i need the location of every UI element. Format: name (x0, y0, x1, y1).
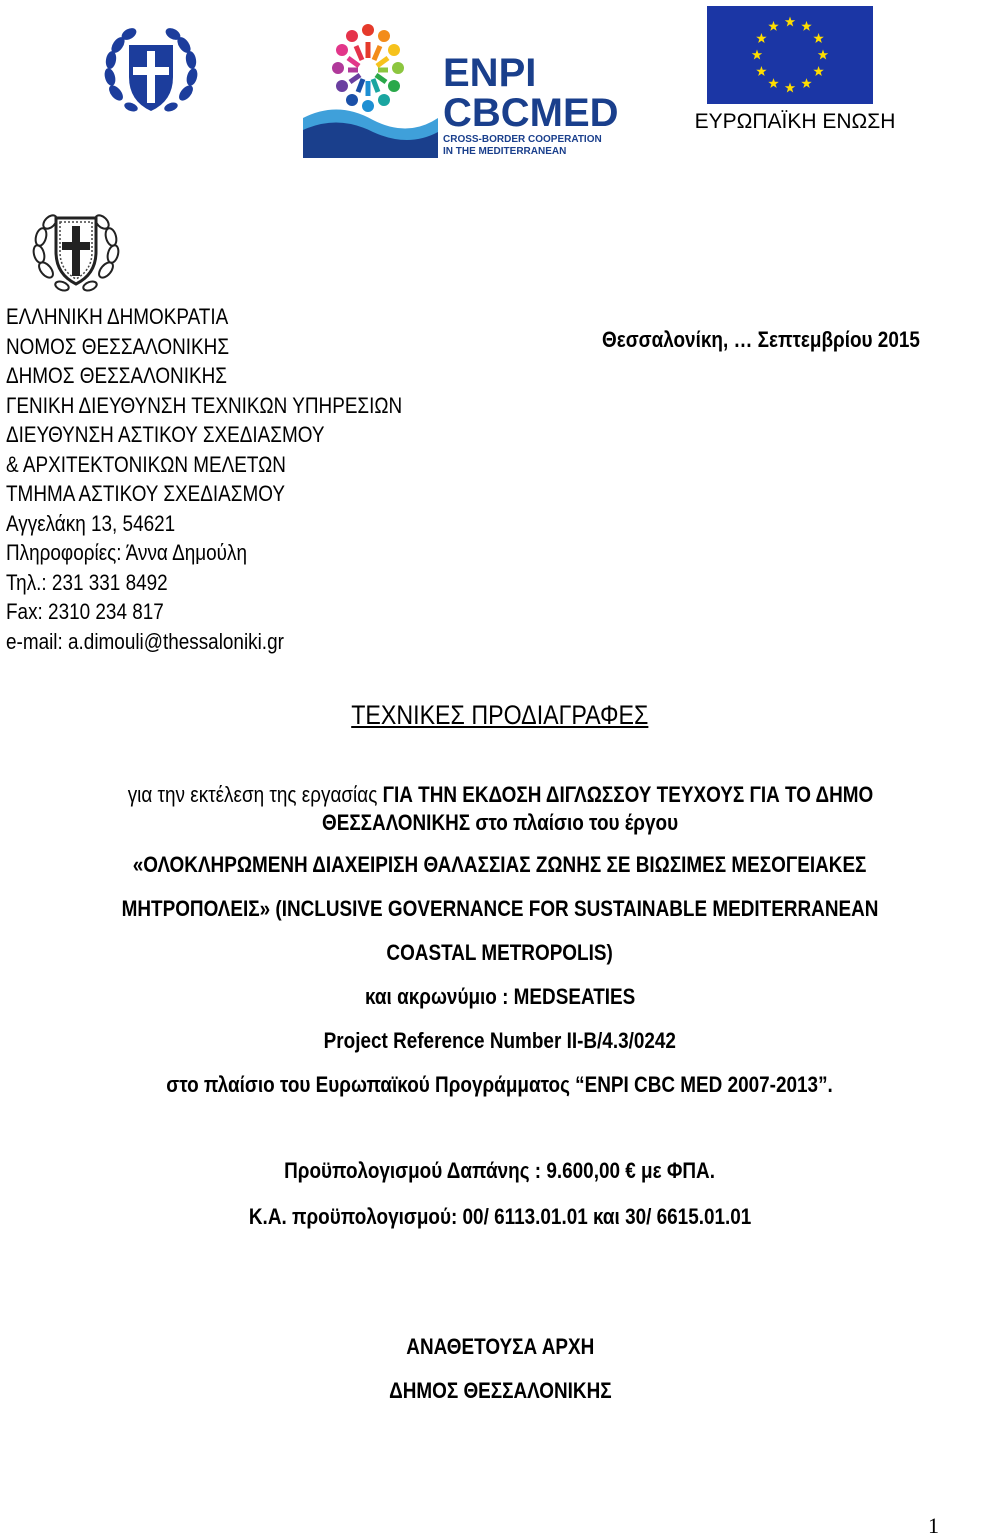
body-line-7 (0, 1028, 1000, 1054)
header-line: & ΑΡΧΙΤΕΚΤΟΝΙΚΩΝ ΜΕΛΕΤΩΝ (6, 451, 286, 477)
body-line-8 (0, 1072, 1000, 1098)
contracting-authority-name: ΔΗΜΟΣ ΘΕΣΣΑΛΟΝΙΚΗΣ (388, 1378, 612, 1403)
authority-line-2 (0, 1378, 1000, 1404)
intro-line (0, 782, 1000, 808)
body-line-5 (0, 940, 1000, 966)
ka-text: Κ.Α. προϋπολογισμού: 00/ 6113.01.01 και 30/ 6615.01.01 (248, 1204, 752, 1229)
project-title-english-cont: COASTAL METROPOLIS) (386, 940, 614, 965)
ka-line (0, 1204, 1000, 1230)
body-line-2-text: ΘΕΣΣΑΛΟΝΙΚΗΣ στο πλαίσιο του έργου (321, 810, 679, 835)
intro-bold: ΓΙΑ ΤΗΝ ΕΚΔΟΣΗ ΔΙΓΛΩΣΣΟΥ ΤΕΥΧΟΥΣ ΓΙΑ ΤΟ ΔΗΜΟ (382, 782, 873, 807)
enpi-cbcmed-logo (298, 8, 619, 158)
body-line-3 (0, 852, 1000, 878)
enpi-tagline-2: IN THE MEDITERRANEAN (443, 146, 567, 157)
budget-line (0, 1158, 1000, 1184)
header-line: Πληροφορίες: Άννα Δημούλη (6, 540, 247, 565)
project-title-english: ΜΗΤΡΟΠΟΛΕΙΣ» (INCLUSIVE GOVERNANCE FOR SUSTAINABLE MEDITERRANEAN (121, 896, 879, 921)
sender-header (6, 302, 467, 656)
intro-plain: για την εκτέλεση της εργασίας (127, 782, 383, 807)
header-line: ΕΛΛΗΝΙΚΗ ΔΗΜΟΚΡΑΤΙΑ (6, 304, 229, 329)
authority-line-1 (0, 1334, 1000, 1360)
programme-line: στο πλαίσιο του Ευρωπαϊκού Προγράμματος “ENPI CBC MED 2007-2013”. (166, 1072, 834, 1097)
document-title (0, 700, 1000, 731)
header-line: Αγγελάκη 13, 54621 (6, 510, 176, 536)
greek-emblem-top-icon (96, 15, 206, 125)
body-line-6 (0, 984, 1000, 1010)
email-line: e-mail: a.dimouli@thessaloniki.gr (6, 628, 284, 654)
enpi-text: ENPI (443, 51, 537, 95)
document-title-text: ΤΕΧΝΙΚΕΣ ΠΡΟΔΙΑΓΡΑΦΕΣ (351, 700, 649, 730)
header-line: Fax: 2310 234 817 (6, 599, 164, 624)
header-line: ΓΕΝΙΚΗ ΔΙΕΥΘΥΝΣΗ ΤΕΧΝΙΚΩΝ ΥΠΗΡΕΣΙΩΝ (6, 392, 403, 418)
header-line: Τηλ.: 231 331 8492 (6, 569, 168, 595)
reference-number-line: Project Reference Number II-B/4.3/0242 (323, 1028, 677, 1053)
date-line: Θεσσαλονίκη, … Σεπτεμβρίου 2015 (602, 327, 920, 352)
body-line-2 (0, 810, 1000, 836)
enpi-tagline-1: CROSS-BORDER COOPERATION (443, 134, 602, 145)
page-number: 1 (928, 1513, 939, 1538)
cbcmed-text: CBCMED (443, 91, 619, 135)
eu-label: ΕΥΡΩΠΑΪΚΗ ΕΝΩΣΗ (694, 110, 896, 133)
contracting-authority-label: ΑΝΑΘΕΤΟΥΣΑ ΑΡΧΗ (406, 1334, 594, 1359)
budget-text: Προϋπολογισμού Δαπάνης : 9.600,00 € με ΦΠΑ. (284, 1158, 716, 1183)
header-line: ΝΟΜΟΣ ΘΕΣΣΑΛΟΝΙΚΗΣ (6, 333, 230, 359)
eu-flag-icon (707, 6, 873, 104)
header-line: ΔΗΜΟΣ ΘΕΣΣΑΛΟΝΙΚΗΣ (6, 363, 227, 388)
header-line: ΤΜΗΜΑ ΑΣΤΙΚΟΥ ΣΧΕΔΙΑΣΜΟΥ (6, 481, 285, 506)
greek-emblem-small-icon (26, 200, 126, 300)
body-line-4 (0, 896, 1000, 922)
project-title-greek: «ΟΛΟΚΛΗΡΩΜΕΝΗ ΔΙΑΧΕΙΡΙΣΗ ΘΑΛΑΣΣΙΑΣ ΖΩΝΗΣ ΣΕ ΒΙΩΣΙΜΕΣ ΜΕΣΟΓΕΙΑΚΕΣ (133, 852, 867, 877)
acronym-line: και ακρωνύμιο : MEDSEATIES (364, 984, 636, 1009)
header-line: ΔΙΕΥΘΥΝΣΗ ΑΣΤΙΚΟΥ ΣΧΕΔΙΑΣΜΟΥ (6, 422, 325, 447)
